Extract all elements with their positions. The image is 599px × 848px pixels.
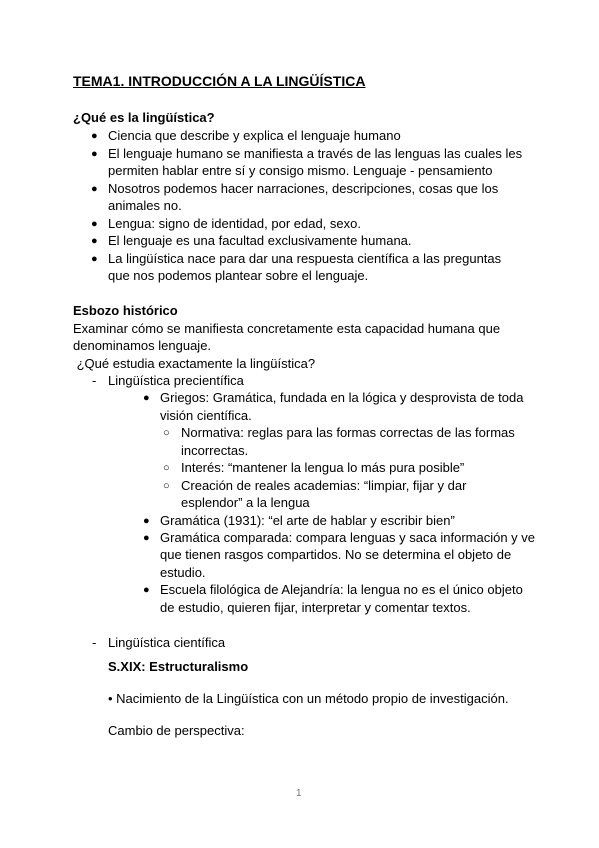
intro-line: denominamos lenguaje. xyxy=(73,338,212,353)
bullet-line: Gramática (1931): “el arte de hablar y escribir bien” xyxy=(160,513,455,528)
bullet-line: Griegos: Gramática, fundada en la lógica y desprovista de toda xyxy=(160,390,524,405)
bullet-line: La lingüística nace para dar una respuesta científica a las preguntas xyxy=(108,251,502,266)
list-item-precientifica: Lingüística precientífica xyxy=(108,373,244,388)
paragraph-cambio: Cambio de perspectiva: xyxy=(108,723,245,738)
list-item-cientifica: Lingüística científica xyxy=(108,635,226,650)
dash-marker: - xyxy=(92,373,97,388)
circle-bullet-icon: ○ xyxy=(163,480,170,492)
bullet-line: El lenguaje humano se manifiesta a través de las lenguas las cuales les xyxy=(108,146,523,161)
bullet-line: visión científica. xyxy=(160,408,252,423)
page-number: 1 xyxy=(296,788,302,799)
bullet-line: Nosotros podemos hacer narraciones, descripciones, cosas que los xyxy=(108,181,499,196)
bullet-icon: ● xyxy=(143,392,150,404)
bullet-icon: ● xyxy=(91,235,98,247)
sub-bullet-line: Creación de reales academias: “limpiar, fijar y dar xyxy=(181,478,467,493)
dash-marker: - xyxy=(92,635,97,650)
bullet-icon: ● xyxy=(143,515,150,527)
bullet-line: animales no. xyxy=(108,198,182,213)
sub-bullet-line: esplendor” a la lengua xyxy=(181,495,310,510)
bullet-line: El lenguaje es una facultad exclusivamente humana. xyxy=(108,233,412,248)
sub-bullet-line: Normativa: reglas para las formas correctas de las formas xyxy=(181,425,515,440)
question-line: ¿Qué estudia exactamente la lingüística? xyxy=(73,356,316,371)
bullet-icon: ● xyxy=(91,218,98,230)
bullet-line: de estudio, quieren fijar, interpretar y comentar textos. xyxy=(160,600,471,615)
intro-line: Examinar cómo se manifiesta concretamente esta capacidad humana que xyxy=(73,321,501,336)
sub-bullet-line: incorrectas. xyxy=(181,443,249,458)
bullet-icon: ● xyxy=(91,148,98,160)
bullet-line: que nos podemos plantear sobre el lenguaje. xyxy=(108,268,369,283)
bullet-icon: ● xyxy=(91,130,98,142)
sub-bullet-line: Interés: “mantener la lengua lo más pura posible” xyxy=(181,460,465,475)
bullet-line: Escuela filológica de Alejandría: la lengua no es el único objeto xyxy=(160,582,523,597)
bullet-icon: ● xyxy=(91,183,98,195)
bullet-line: Ciencia que describe y explica el lenguaje humano xyxy=(108,128,401,143)
circle-bullet-icon: ○ xyxy=(163,462,170,474)
bullet-line: que tienen rasgos compartidos. No se determina el objeto de xyxy=(160,547,512,562)
section-heading-esbozo: Esbozo histórico xyxy=(73,303,178,318)
paragraph-nacimiento: • Nacimiento de la Lingüística con un método propio de investigación. xyxy=(108,691,509,706)
bullet-line: Gramática comparada: compara lenguas y saca información y ve xyxy=(160,530,536,545)
circle-bullet-icon: ○ xyxy=(163,427,170,439)
bullet-line: Lengua: signo de identidad, por edad, sexo. xyxy=(108,216,361,231)
bullet-icon: ● xyxy=(143,584,150,596)
bullet-icon: ● xyxy=(143,532,150,544)
bullet-line: permiten hablar entre sí y consigo mismo. Lenguaje - pensamiento xyxy=(108,163,493,178)
subheading-estructuralismo: S.XIX: Estructuralismo xyxy=(108,659,249,674)
section-heading-que-es: ¿Qué es la lingüística? xyxy=(73,110,215,125)
document-title: TEMA1. INTRODUCCIÓN A LA LINGÜÍSTICA xyxy=(73,73,366,89)
bullet-line: estudio. xyxy=(160,565,206,580)
bullet-icon: ● xyxy=(91,253,98,265)
